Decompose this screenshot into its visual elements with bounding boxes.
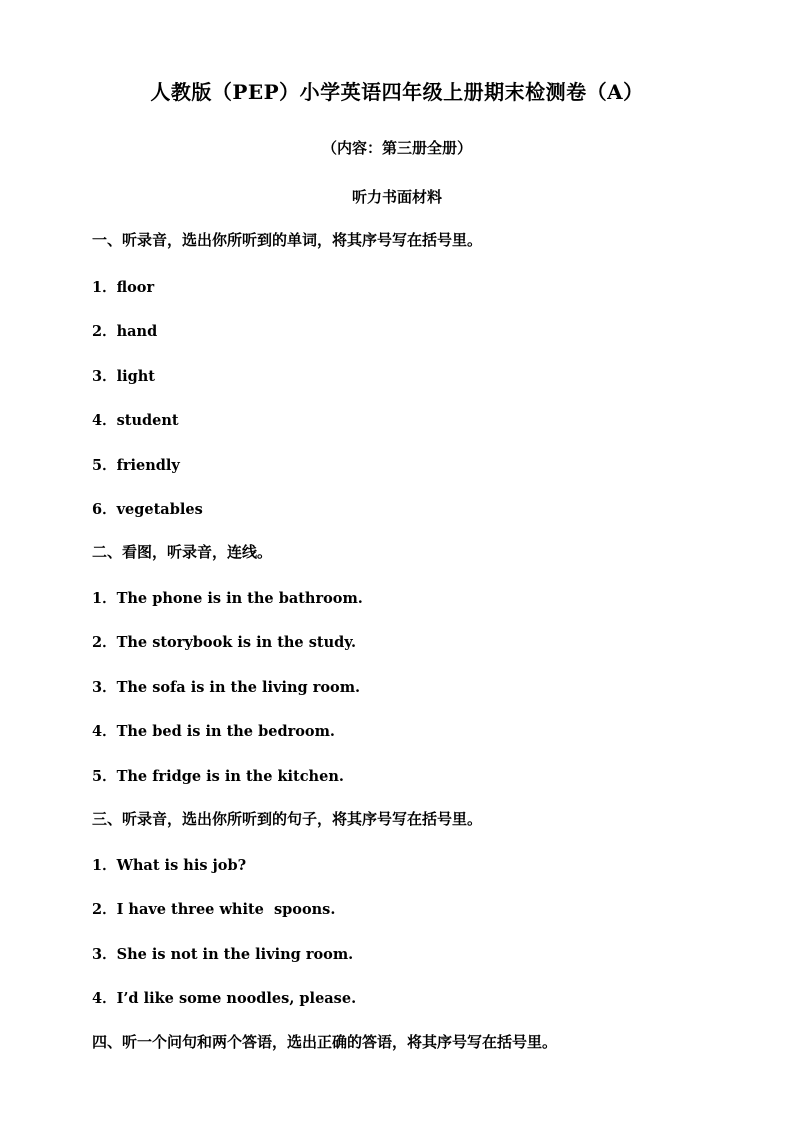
item-number: 1．	[92, 590, 117, 607]
item-text: What is his job?	[116, 857, 247, 874]
item-text: The sofa is in the living room.	[116, 679, 361, 696]
item-text: light	[116, 368, 155, 385]
section-2-label: 二、看图，听录音，连线。	[92, 543, 273, 561]
item-number: 1．	[92, 279, 117, 296]
item-text: The fridge is in the kitchen.	[116, 768, 344, 785]
item-number: 1．	[92, 857, 117, 874]
section-3-label: 三、听录音，选出你所听到的句子，将其序号写在括号里。	[92, 810, 483, 828]
item-text: student	[116, 412, 179, 429]
item-number: 3．	[92, 368, 117, 385]
item-text: I have three white spoons.	[116, 901, 336, 918]
item-text: I’d like some noodles, please.	[116, 990, 357, 1007]
item-number: 3．	[92, 946, 117, 963]
section-heading: 听力书面材料	[351, 188, 442, 206]
page-title: 人教版（PEP）小学英语四年级上册期末检测卷（A）	[150, 80, 644, 104]
item-text: friendly	[116, 457, 180, 474]
list-item	[92, 587, 363, 608]
list-item	[92, 498, 203, 519]
list-item	[92, 631, 356, 652]
list-item	[92, 676, 360, 697]
item-text: The phone is in the bathroom.	[116, 590, 363, 607]
section-4-label: 四、听一个问句和两个答语，选出正确的答语，将其序号写在括号里。	[92, 1033, 558, 1051]
item-number: 6．	[92, 501, 117, 518]
item-number: 5．	[92, 457, 117, 474]
item-text: floor	[116, 279, 155, 296]
page-subtitle: （内容：第三册全册）	[321, 139, 472, 157]
item-number: 5．	[92, 768, 117, 785]
list-item	[92, 720, 335, 741]
list-item	[92, 898, 335, 919]
list-item	[92, 365, 155, 386]
item-number: 4．	[92, 412, 117, 429]
item-number: 2．	[92, 901, 117, 918]
list-item	[92, 943, 353, 964]
item-number: 2．	[92, 323, 117, 340]
item-number: 3．	[92, 679, 117, 696]
list-item	[92, 409, 179, 430]
list-item	[92, 276, 154, 297]
item-number: 2．	[92, 634, 117, 651]
item-text: The storybook is in the study.	[116, 634, 357, 651]
item-number: 4．	[92, 990, 117, 1007]
list-item	[92, 854, 246, 875]
item-text: vegetables	[116, 501, 203, 518]
item-text: The bed is in the bedroom.	[116, 723, 335, 740]
item-text: hand	[116, 323, 158, 340]
item-number: 4．	[92, 723, 117, 740]
list-item	[92, 454, 180, 475]
list-item	[92, 987, 356, 1008]
list-item	[92, 765, 344, 786]
list-item	[92, 320, 157, 341]
section-1-label: 一、听录音，选出你所听到的单词，将其序号写在括号里。	[92, 231, 483, 249]
item-text: She is not in the living room.	[116, 946, 354, 963]
